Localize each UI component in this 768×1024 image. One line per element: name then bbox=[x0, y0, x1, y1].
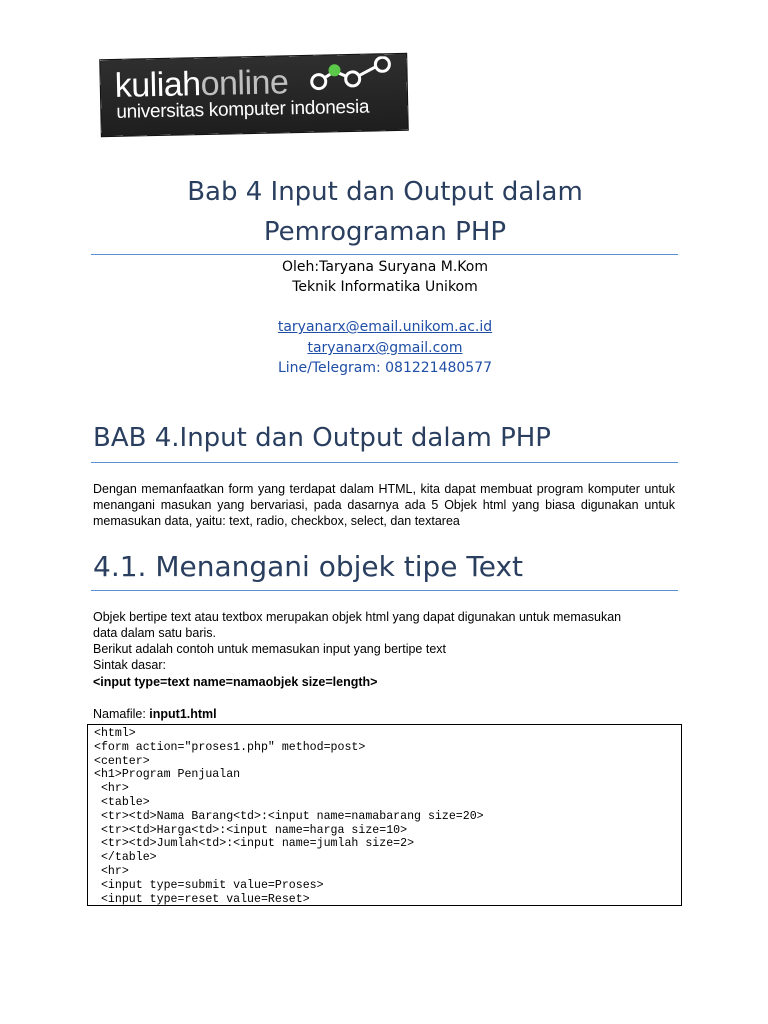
filename-label: Namafile: bbox=[93, 707, 150, 721]
logo-word-online: online bbox=[200, 63, 289, 104]
code-listing: <html> <form action="proses1.php" method=post> <center> <h1>Program Penjualan <hr> <table> <tr><td>Nama Barang<td>:<input name=namabarang size=20> <tr><td>Harga<td>:<input name=harga size=10> <tr><td>Jumlah<td>:<input name=jumlah size=2> </table> <hr> <input type=submit value=Proses> <input type=reset value=Reset> bbox=[94, 727, 484, 906]
document-title bbox=[92, 172, 678, 252]
title-line-1: Bab 4 Input dan Output dalam bbox=[187, 177, 583, 207]
example-line: Berikut adalah contoh untuk memasukan input yang bertipe text bbox=[93, 642, 446, 656]
section-desc-line-1: Objek bertipe text atau textbox merupakan objek html yang dapat digunakan untuk memasukan bbox=[93, 610, 622, 624]
chapter-intro: Dengan memanfaatkan form yang terdapat dalam HTML, kita dapat membuat program komputer untuk menangani masukan yang bervariasi, pada dasarnya ada 5 Objek html yang biasa digunakan untuk memasukan data, yaitu: text, radio, checkbox, select, dan textarea bbox=[93, 482, 675, 528]
author-name: Oleh:Taryana Suryana M.Kom bbox=[282, 259, 488, 275]
code-listing-box bbox=[87, 724, 682, 906]
kuliahonline-logo bbox=[100, 54, 408, 136]
network-dots-icon bbox=[308, 56, 405, 100]
email-2-text[interactable]: taryanarx@gmail.com bbox=[307, 340, 463, 356]
contact-line[interactable] bbox=[92, 358, 678, 378]
syntax-code: <input type=text name=namaobjek size=length> bbox=[93, 675, 378, 689]
email-1-text[interactable]: taryanarx@email.unikom.ac.id bbox=[277, 319, 493, 335]
email-link-2[interactable] bbox=[92, 338, 678, 358]
title-line-2: Pemrograman PHP bbox=[263, 217, 507, 247]
syntax-label: Sintak dasar: bbox=[93, 658, 166, 672]
section-divider bbox=[91, 590, 678, 591]
filename-line bbox=[93, 706, 217, 722]
logo-dot bbox=[346, 72, 360, 86]
section-heading: 4.1. Menangani objek tipe Text bbox=[93, 550, 524, 583]
chapter-heading: BAB 4.Input dan Output dalam PHP bbox=[93, 423, 551, 453]
logo-word-kuliah: kuliah bbox=[114, 65, 202, 105]
contact-text[interactable]: Line/Telegram: 081221480577 bbox=[277, 360, 493, 376]
chapter-divider bbox=[91, 462, 678, 463]
email-link-1[interactable] bbox=[92, 317, 678, 337]
filename-value: input1.html bbox=[149, 707, 217, 721]
logo-subtitle: universitas komputer indonesia bbox=[116, 96, 370, 123]
logo-dot bbox=[312, 74, 326, 88]
author-affiliation: Teknik Informatika Unikom bbox=[292, 279, 478, 295]
section-desc-line-2: data dalam satu baris. bbox=[93, 626, 216, 640]
logo-dot bbox=[375, 57, 389, 71]
title-divider bbox=[91, 254, 678, 255]
